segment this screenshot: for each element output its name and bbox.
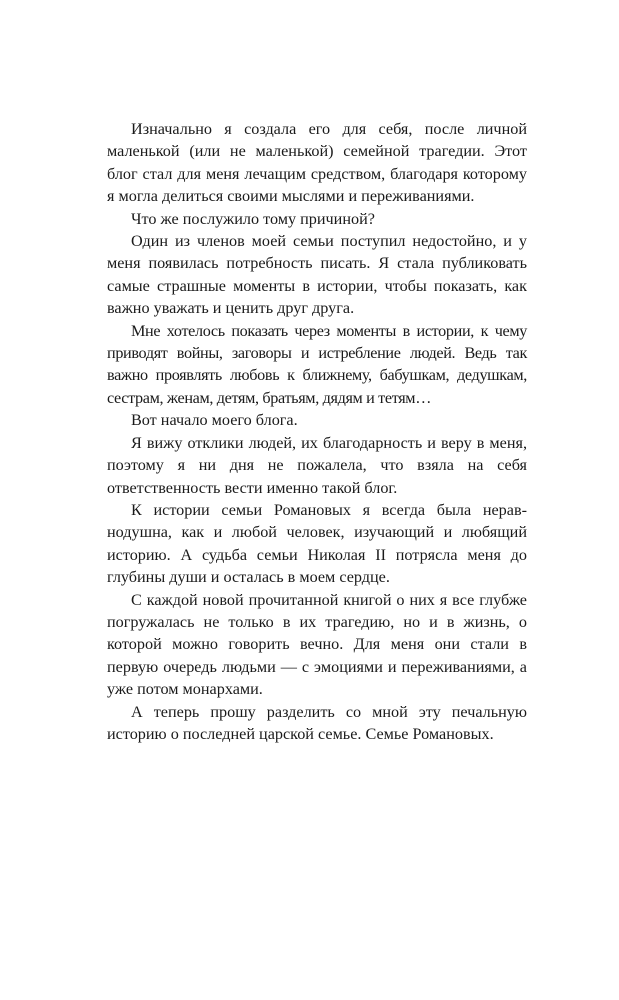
paragraph-4: Мне хотелось показать через моменты в истории, к чему приводят войны, заговоры и истребление людей. Ведь так важно проявлять любовь к ближнему, бабушкам, дедушкам, сестрам, женам, детям, братьям, дядям и тетям… xyxy=(107,321,527,407)
paragraph-6: Я вижу отклики людей, их благодарность и веру в меня, поэтому я ни дня не пожалела, что взяла на себя ответственность вести именно такой блог. xyxy=(107,433,527,497)
paragraph-1: Изначально я создала его для себя, после личной маленькой (или не маленькой) семейной трагедии. Этот блог стал для меня лечащим средством, благодаря которому я могла делиться своими мыслями и переживаниями. xyxy=(107,120,527,206)
body-text xyxy=(107,118,527,745)
paragraph-8: С каждой новой прочитанной книгой о них я все глубже погружалась не только в их трагедию, но и в жизнь, о которой можно говорить вечно. Для меня они стали в первую очередь людьми — с эмоциями и переживаниями, а уже потом монархами. xyxy=(107,590,527,699)
paragraph-9: А теперь прошу разделить со мной эту печальную историю о последней царской семье. Семье Романовых. xyxy=(107,702,527,743)
paragraph-2: Что же послужило тому причиной? xyxy=(131,209,375,228)
paragraph-7: К истории семьи Романовых я всегда была неравнодушна, как и любой человек, изучающий и любящий историю. А судьба семьи Николая II потрясла меня до глубины души и осталась в моем сердце. xyxy=(107,500,527,587)
paragraph-3: Один из членов моей семьи поступил недостойно, и у меня появилась потребность писать. Я стала публиковать самые страшные моменты в истории, чтобы показать, как важно уважать и ценить друг друга. xyxy=(107,232,527,318)
paragraph-5: Вот начало моего блога. xyxy=(131,411,298,430)
